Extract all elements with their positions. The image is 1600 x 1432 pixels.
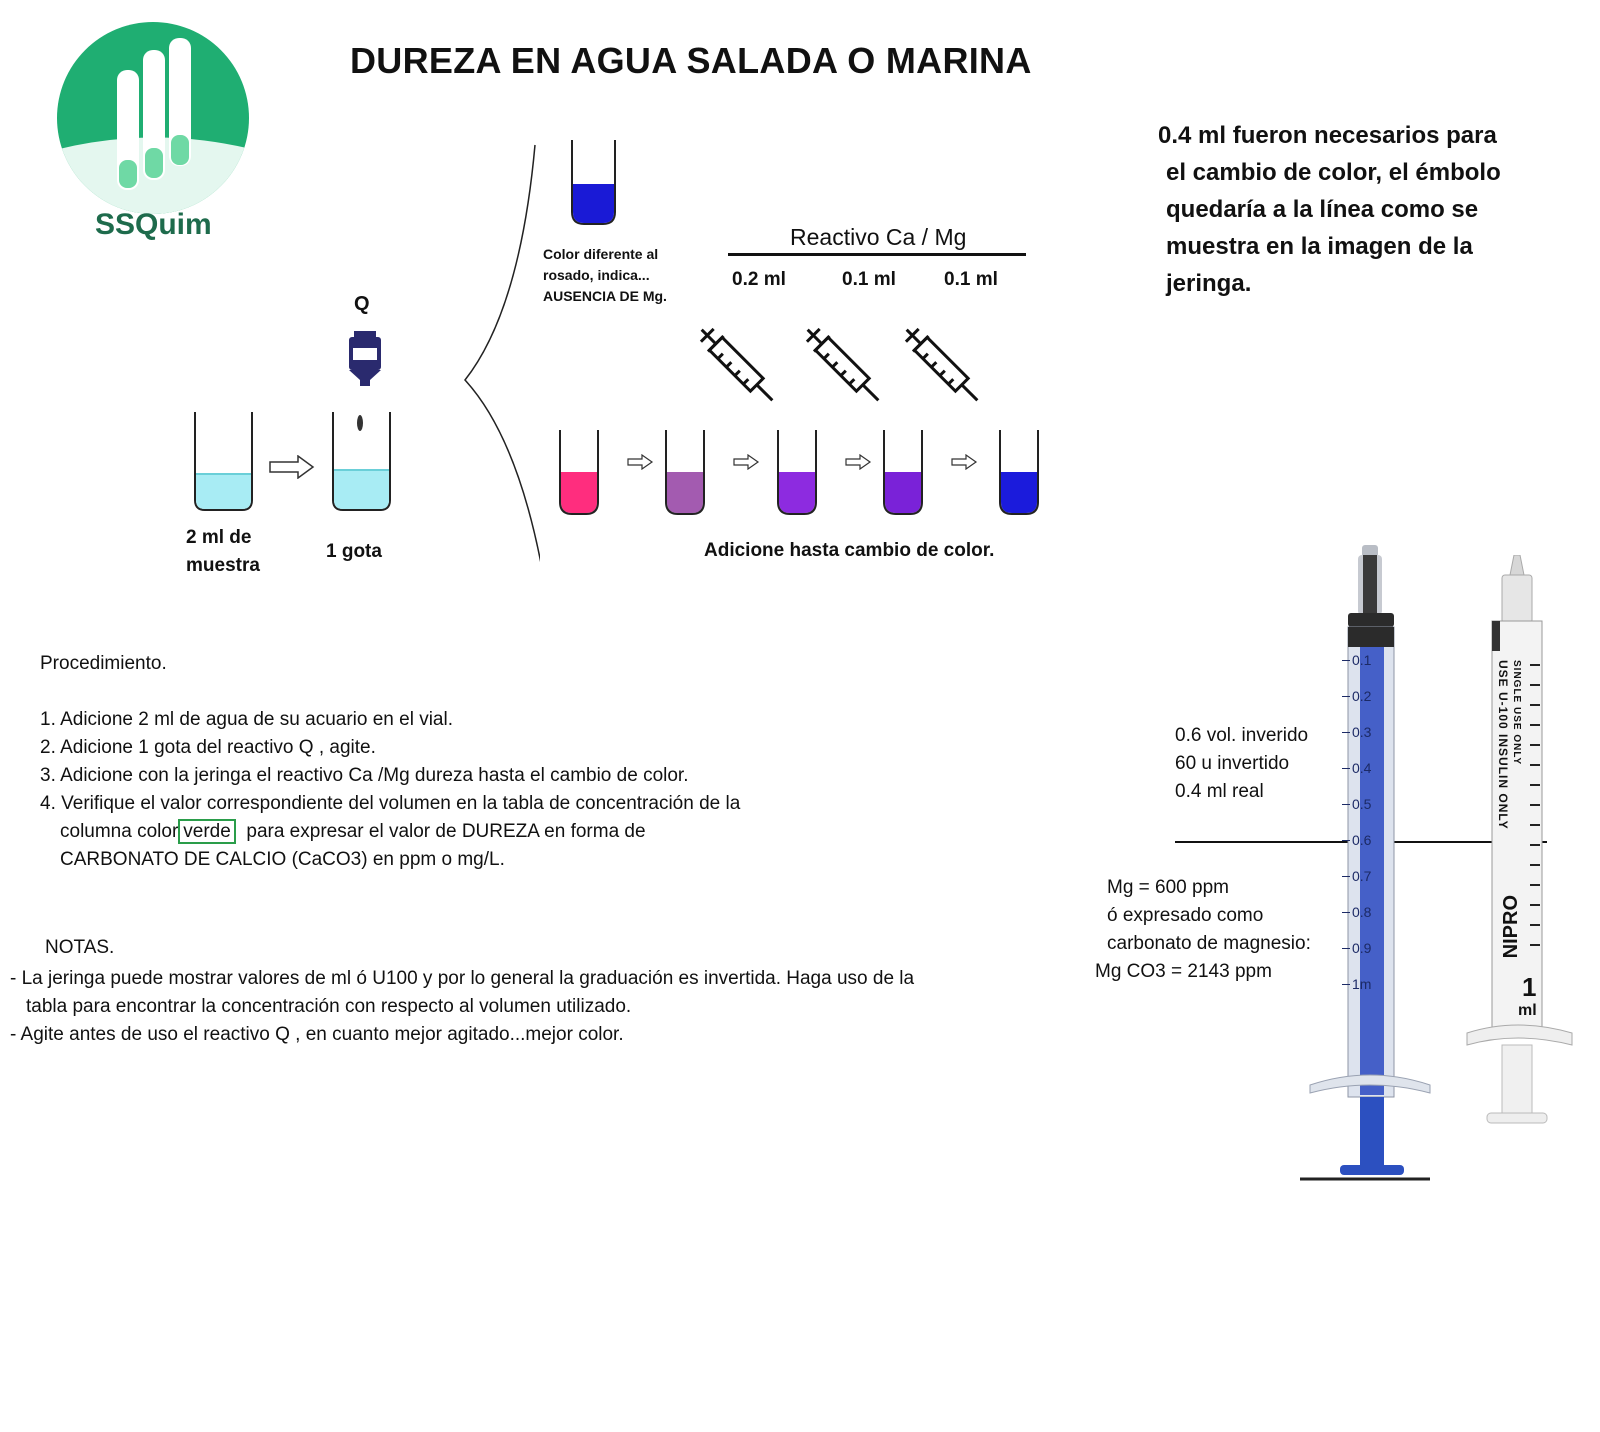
procedure-step-3: 3. Adicione con la jeringa el reactivo Ca /Mg dureza hasta el cambio de color. [40, 765, 689, 786]
note-2: - Agite antes de uso el reactivo Q , en cuanto mejor agitado...mejor color. [10, 1024, 624, 1045]
procedure-step-4: 4. Verifique el valor correspondiente del volumen en la tabla de concentración de la [40, 793, 741, 814]
result [1095, 874, 1311, 986]
result-line2: ó expresado como [1107, 905, 1264, 926]
arrow-right-icon [268, 455, 316, 479]
blue-vial [567, 140, 622, 230]
scale-tick [1342, 876, 1350, 877]
insulin-unit: ml [1518, 1002, 1537, 1019]
procedure-step-1: 1. Adicione 2 ml de agua de su acuario en el vial. [40, 709, 453, 730]
reagent-caption: Adicione hasta cambio de color. [704, 540, 995, 561]
logo-icon [55, 20, 255, 220]
note-1-cont: tabla para encontrar la concentración con respecto al volumen utilizado. [26, 996, 632, 1017]
reagent-title: Reactivo Ca / Mg [790, 224, 967, 250]
notes-heading: NOTAS. [45, 937, 115, 958]
side-note-line3: quedaría a la línea como se [1166, 196, 1479, 223]
logo [55, 20, 255, 220]
volume-2: 0.1 ml [842, 269, 896, 290]
scale-tick [1342, 948, 1350, 949]
result-line1: Mg = 600 ppm [1107, 877, 1229, 898]
scale-tick [1342, 840, 1350, 841]
volume-3: 0.1 ml [944, 269, 998, 290]
drop-label: 1 gota [326, 541, 382, 562]
scale-label: 1m [1352, 976, 1372, 992]
syringe-icon-2 [796, 315, 891, 415]
result-line4: Mg CO3 = 2143 ppm [1095, 961, 1272, 982]
scale-label: 0.9 [1352, 940, 1372, 956]
scale-label: 0.1 [1352, 652, 1372, 668]
scale-label: 0.3 [1352, 724, 1372, 740]
side-note [1158, 117, 1578, 302]
syringe-reading-line1: 0.6 vol. inverido [1175, 725, 1309, 746]
scale-label: 0.5 [1352, 796, 1372, 812]
absence-line3: AUSENCIA DE Mg. [543, 288, 667, 304]
syringe-reading [1175, 722, 1308, 806]
page-title: DUREZA EN AGUA SALADA O MARINA [350, 40, 1032, 81]
color-vial-1 [556, 430, 606, 520]
scale-label: 0.6 [1352, 832, 1372, 848]
volume-1: 0.2 ml [732, 269, 786, 290]
dropper-bottle-icon [340, 330, 390, 390]
verde-highlight: verde [178, 819, 236, 844]
vial-liquid [1001, 472, 1037, 513]
scale-label: 0.7 [1352, 868, 1372, 884]
arrow-right-icon [732, 454, 762, 470]
color-vial-sequence [556, 430, 1076, 525]
insulin-text-2: SINGLE USE ONLY [1511, 660, 1522, 766]
sample-vial-with-drop [328, 412, 398, 517]
scale-tick [1342, 804, 1350, 805]
result-line3: carbonato de magnesio: [1107, 933, 1311, 954]
scale-tick [1342, 660, 1350, 661]
side-note-line4: muestra en la imagen de la [1166, 233, 1473, 260]
brand-label: NIPRO [1500, 895, 1522, 959]
insulin-syringe-image [1462, 555, 1582, 1175]
step4-post: para expresar el valor de DUREZA en forma de [246, 821, 646, 842]
insulin-size: 1 [1522, 972, 1537, 1002]
scale-tick [1342, 984, 1350, 985]
vial-liquid [779, 472, 815, 513]
procedure-heading: Procedimiento. [40, 653, 167, 674]
absence-note [543, 244, 667, 307]
branch-brace [460, 140, 540, 590]
color-vial-5 [996, 430, 1046, 520]
sample-vial [190, 412, 260, 517]
arrow-right-icon [950, 454, 980, 470]
color-vial-2 [662, 430, 712, 520]
syringe-icon-3 [895, 315, 990, 415]
sample-label [186, 524, 260, 580]
arrow-right-icon [844, 454, 874, 470]
procedure [40, 650, 740, 874]
note-1: - La jeringa puede mostrar valores de ml ó U100 y por lo general la graduación es invertida. Haga uso de la [10, 968, 915, 989]
sample-label-line1: 2 ml de [186, 527, 252, 548]
scale-tick [1342, 732, 1350, 733]
syringe-scale [1350, 652, 1390, 1012]
color-vial-3 [774, 430, 824, 520]
scale-label: 0.2 [1352, 688, 1372, 704]
vial-liquid [667, 472, 703, 513]
syringe-reading-line2: 60 u invertido [1175, 753, 1290, 774]
arrow-right-icon [626, 454, 656, 470]
vial-liquid [561, 472, 597, 513]
scale-label: 0.4 [1352, 760, 1372, 776]
vial-liquid [885, 472, 921, 513]
insulin-text [1496, 660, 1510, 830]
scale-label: 0.8 [1352, 904, 1372, 920]
side-note-line5: jeringa. [1166, 270, 1252, 297]
logo-text: SSQuim [95, 208, 212, 241]
procedure-step-2: 2. Adicione 1 gota del reactivo Q , agite. [40, 737, 376, 758]
side-note-line2: el cambio de color, el émbolo [1166, 159, 1501, 186]
procedure-step-4-line3: CARBONATO DE CALCIO (CaCO3) en ppm o mg/L. [60, 849, 505, 870]
scale-tick [1342, 912, 1350, 913]
absence-line2: rosado, indica... [543, 267, 650, 283]
reagent-q-label: Q [354, 293, 370, 315]
step4-pre: columna color [60, 821, 179, 842]
side-note-line1: 0.4 ml fueron necesarios para [1158, 122, 1497, 149]
sample-label-line2: muestra [186, 555, 260, 576]
syringe-reading-line3: 0.4 ml real [1175, 781, 1264, 802]
procedure-step-4-line2 [40, 818, 740, 846]
insulin-text-1: USE U-100 INSULIN ONLY [1496, 660, 1510, 830]
notes [10, 965, 914, 1049]
reagent-underline [728, 253, 1026, 256]
color-vial-4 [880, 430, 930, 520]
scale-tick [1342, 768, 1350, 769]
absence-line1: Color diferente al [543, 246, 659, 262]
scale-tick [1342, 696, 1350, 697]
syringe-icon-1 [690, 315, 785, 415]
